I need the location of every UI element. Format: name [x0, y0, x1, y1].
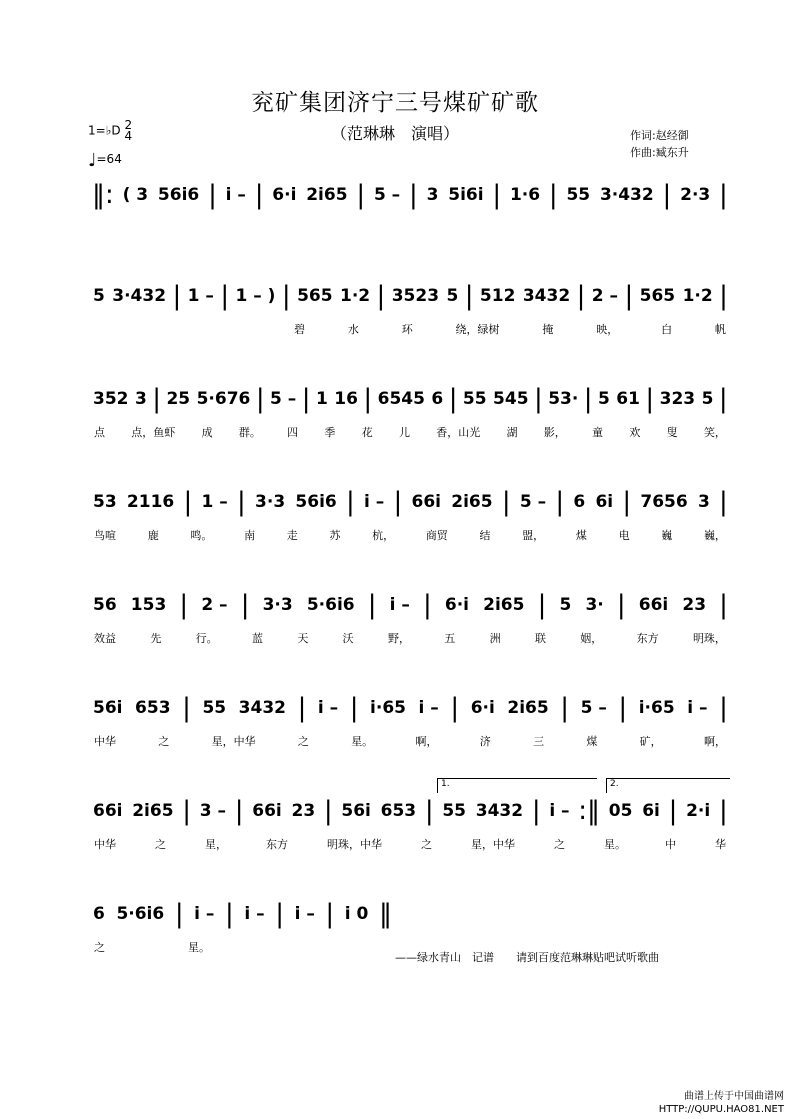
barline: | [450, 693, 460, 723]
note-group: 3523 [391, 286, 440, 306]
lyric-syllable: 南 [244, 529, 256, 542]
lyric-syllable: 明珠，中华 [327, 838, 382, 851]
note-group: 2i65 [507, 698, 549, 718]
lyric-syllable: 星。 [188, 941, 210, 954]
site-watermark [659, 1090, 784, 1116]
lyric-syllable: 济 [479, 735, 491, 748]
lyrics-row [92, 733, 728, 751]
lyric-syllable: 行。 [195, 632, 218, 645]
lyric-syllable: 苏 [329, 529, 341, 542]
note-group: i – [389, 595, 410, 615]
tempo-value: =64 [96, 152, 122, 166]
barline: | [208, 180, 217, 210]
tempo-marking [88, 150, 122, 171]
lyrics-row [92, 527, 728, 545]
barline: | [367, 590, 377, 620]
score-line [92, 487, 728, 551]
note-group: 6545 [377, 389, 425, 409]
barline: :‖ [578, 796, 601, 826]
flat-sign: ♭ [105, 123, 112, 138]
lyric-syllable: 鸣。 [190, 529, 213, 542]
lyric-syllable: 影， [543, 426, 566, 439]
lyric-syllable: 季 [324, 426, 336, 439]
lyric-syllable: 姻， [580, 632, 603, 645]
barline: | [183, 487, 193, 517]
note-group: 56 [93, 595, 117, 615]
key-prefix: 1= [88, 123, 106, 138]
lyric-syllable: 啊， [415, 735, 438, 748]
barline: | [152, 384, 162, 414]
lyrics-row [92, 836, 728, 854]
note-group: i – [244, 904, 265, 924]
lyric-syllable: 笑， [703, 426, 726, 439]
note-group: 6 [93, 904, 105, 924]
note-group: 5 [446, 286, 459, 306]
notation-row [92, 281, 728, 311]
note-group: 5 [93, 286, 105, 306]
barline: | [622, 487, 632, 517]
note-group: 1·2 [339, 286, 371, 306]
note-group: 323 [659, 389, 696, 409]
notation-row [92, 590, 728, 620]
note-group: 653 [135, 698, 171, 718]
lyric-syllable: 之 [297, 735, 309, 748]
note-group: i – [317, 698, 339, 718]
note-group: 6·i [444, 595, 470, 615]
lyric-syllable: 野， [387, 632, 410, 645]
note-group: i·65 [638, 698, 675, 718]
barline: | [297, 693, 307, 723]
note-group: 3432 [522, 286, 571, 306]
second-ending-bracket [606, 778, 730, 793]
barline: | [464, 281, 474, 311]
note-group: 61 [616, 389, 640, 409]
note-group: 7656 [640, 492, 688, 512]
barline: | [576, 281, 586, 311]
lyric-syllable: 沃 [342, 632, 354, 645]
lyrics-row [92, 321, 728, 339]
note-group: 1 – [187, 286, 214, 306]
lyric-syllable: 五 [444, 632, 456, 645]
barline: | [323, 796, 333, 826]
note-group: 5 [559, 595, 572, 615]
barline: | [423, 590, 432, 620]
time-top: 2 [124, 118, 133, 132]
lyric-syllable: 东方 [266, 838, 288, 851]
note-group: i 0 [344, 904, 369, 924]
lyric-syllable: 星。 [351, 735, 374, 748]
lyric-syllable: 星，中华 [471, 838, 515, 851]
barline: | [424, 796, 434, 826]
barline: | [583, 384, 593, 414]
barline: | [492, 180, 502, 210]
lyric-syllable: 湖 [506, 426, 518, 439]
score-line [92, 796, 728, 860]
note-group: 5i6i [448, 185, 484, 205]
lyric-syllable: 煤 [575, 529, 587, 542]
note-group: 2·3 [680, 185, 711, 205]
note-group: 565 [639, 286, 676, 306]
notation-row [92, 487, 728, 517]
barline: | [718, 796, 728, 826]
note-group: 1·2 [682, 286, 713, 306]
lyric-syllable: 商贸 [425, 529, 448, 542]
barline: | [560, 693, 570, 723]
composer-credit: 作曲:臧东升 [630, 146, 689, 159]
lyrics-row [92, 630, 728, 648]
note-group: 1 – [201, 492, 228, 512]
notation-row [92, 384, 728, 414]
note-group: 2i65 [306, 185, 348, 205]
note-group: i – [549, 801, 570, 821]
note-group: 3432 [475, 801, 524, 821]
note-group: 3·432 [112, 286, 167, 306]
barline: | [182, 796, 192, 826]
note-group: i – [364, 492, 385, 512]
lyric-syllable: 效益 [94, 632, 116, 645]
lyric-syllable: 中华 [94, 838, 116, 851]
note-group: i – [418, 698, 439, 718]
first-ending-label: 1. [441, 779, 450, 789]
barline: | [624, 281, 634, 311]
barline: | [537, 590, 547, 620]
lyric-syllable: 香，山光 [436, 426, 481, 439]
watermark-line-1: 曲谱上传于中国曲谱网 [684, 1091, 784, 1102]
barline: | [363, 384, 373, 414]
note-group: 3 [426, 185, 439, 205]
barline: | [349, 693, 359, 723]
note-group: 6 [573, 492, 586, 512]
lyric-syllable: 中华 [94, 735, 116, 748]
note-group: 66i [93, 801, 123, 821]
score-line [92, 384, 728, 448]
note-group: 3·432 [599, 185, 654, 205]
key-letter: D [111, 123, 121, 138]
lyric-syllable: 洲 [489, 632, 501, 645]
lyricist-credit: 作词:赵经御 [630, 129, 689, 142]
note-group: 5 – [519, 492, 547, 512]
note-group: 55 [566, 185, 591, 205]
lyric-syllable: 四 [287, 426, 299, 439]
barline: | [234, 796, 244, 826]
barline: | [719, 693, 728, 723]
note-group: 6 [431, 389, 444, 409]
note-group: 25 [166, 389, 191, 409]
barline: | [179, 590, 189, 620]
barline: | [719, 180, 728, 210]
lyric-syllable: 星。 [604, 838, 626, 851]
note-group: i – [194, 904, 215, 924]
note-group: 5 – [580, 698, 607, 718]
lyric-syllable: 杭， [372, 529, 395, 542]
lyric-syllable: 之 [158, 735, 170, 748]
lyric-syllable: 三 [533, 735, 545, 748]
note-group: 53 [93, 492, 117, 512]
page-title: 兖矿集团济宁三号煤矿矿歌 [251, 90, 539, 116]
lyric-syllable: 盟， [522, 529, 545, 542]
lyric-syllable: 联 [534, 632, 546, 645]
note-group: 55 [462, 389, 487, 409]
note-group: 5 [598, 389, 610, 409]
lyric-syllable: 儿 [398, 426, 410, 439]
note-group: 16 [334, 389, 358, 409]
barline: | [172, 281, 182, 311]
barline: | [174, 899, 184, 929]
note-group: 2 – [201, 595, 228, 615]
note-group: 653 [380, 801, 417, 821]
barline: | [356, 180, 366, 210]
note-group: 512 [479, 286, 516, 306]
note-group: 56i6 [295, 492, 337, 512]
barline: | [719, 487, 728, 517]
notation-row [92, 796, 728, 826]
lyric-syllable: 巍 [661, 529, 673, 542]
barline: | [393, 487, 403, 517]
lyric-syllable: 之 [155, 838, 166, 851]
credits [630, 127, 689, 161]
barline: | [719, 281, 728, 311]
note-group: 1 [315, 389, 328, 409]
lyric-syllable: 点，鱼虾 [131, 426, 176, 439]
lyric-syllable: 蓝 [251, 632, 263, 645]
lyric-syllable: 童 [592, 426, 604, 439]
lyric-syllable: 叟 [666, 426, 678, 439]
barline: | [533, 384, 543, 414]
barline: | [618, 693, 628, 723]
watermark-line-2: HTTP://QUPU.HAO81.NET [658, 1104, 784, 1115]
lyric-syllable: 啊， [703, 735, 726, 748]
note-group: 3432 [238, 698, 286, 718]
lyric-syllable: 绕，绿树 [455, 323, 500, 336]
note-group: i – [294, 904, 315, 924]
barline: | [345, 487, 355, 517]
barline: | [237, 487, 246, 517]
lyric-syllable: 之 [421, 838, 432, 851]
note-group: i – [225, 185, 246, 205]
lyric-syllable: 先 [150, 632, 162, 645]
lyric-syllable: 电 [618, 529, 630, 542]
note-group: 55 [442, 801, 467, 821]
note-group: 66i [638, 595, 669, 615]
note-group: 5·676 [196, 389, 251, 409]
note-group: 3 [697, 492, 710, 512]
barline: | [448, 384, 458, 414]
lyric-syllable: 之 [554, 838, 565, 851]
lyric-syllable: 帆 [714, 323, 726, 336]
lyrics-row [92, 220, 728, 238]
note-group: 153 [130, 595, 167, 615]
note-group: 565 [297, 286, 333, 306]
lyric-syllable: 花 [361, 426, 373, 439]
lyric-syllable: 鹿 [147, 529, 159, 542]
note-group: 55 [202, 698, 227, 718]
barline: | [645, 384, 655, 414]
second-ending-label: 2. [610, 779, 619, 789]
lyric-syllable: 明珠， [692, 632, 726, 645]
note-group: 2·i [686, 801, 711, 821]
time-signature [124, 120, 132, 142]
lyric-syllable: 走 [286, 529, 298, 542]
notation-row [92, 180, 728, 210]
barline: | [531, 796, 541, 826]
lyric-syllable: 煤 [586, 735, 598, 748]
first-ending-bracket [437, 778, 597, 793]
key-signature [88, 120, 132, 142]
page-subtitle: （范琳琳 演唱） [330, 124, 459, 143]
barline: | [719, 590, 728, 620]
lyric-syllable: 矿， [639, 735, 662, 748]
notation-row [92, 899, 392, 929]
note-group: 6·i [272, 185, 297, 205]
note-group: 05 [608, 801, 633, 821]
note-group: 6·i [470, 698, 495, 718]
transcriber-note: ——绿水青山 记谱 请到百度范琳琳贴吧试听歌曲 [395, 951, 659, 964]
note-group: 5 – [373, 185, 401, 205]
lyric-syllable: 映， [596, 323, 619, 336]
barline: | [281, 281, 291, 311]
lyric-syllable: 掩 [542, 323, 554, 336]
note-group: 5·6i6 [306, 595, 355, 615]
note-group: i·65 [370, 698, 406, 718]
lyric-syllable: 水 [347, 323, 359, 336]
time-bottom: 4 [124, 129, 133, 143]
note-group: 3·3 [262, 595, 293, 615]
barline: | [501, 487, 511, 517]
lyric-syllable: 群。 [238, 426, 261, 439]
note-group: 6i [642, 801, 660, 821]
barline: | [376, 281, 386, 311]
note-group: 56i6 [157, 185, 200, 205]
note-group: 5 [701, 389, 714, 409]
barline: ‖ [378, 899, 392, 929]
barline: | [555, 487, 565, 517]
barline: | [668, 796, 678, 826]
score-line [92, 899, 392, 963]
score-line [92, 281, 728, 345]
score-line [92, 693, 728, 757]
barline: | [275, 899, 284, 929]
lyric-syllable: 中 [665, 838, 676, 851]
note-group: 66i [411, 492, 441, 512]
note-group: 2i65 [483, 595, 525, 615]
note-group: 53· [548, 389, 579, 409]
barline: | [301, 384, 311, 414]
lyric-syllable: 东方 [636, 632, 659, 645]
note-group: 3·3 [255, 492, 286, 512]
note-group: 352 [93, 389, 129, 409]
barline: | [616, 590, 626, 620]
note-group: 66i [252, 801, 282, 821]
lyric-syllable: 欢 [629, 426, 641, 439]
note-group: 5·6i6 [116, 904, 165, 924]
barline: | [240, 590, 250, 620]
lyric-syllable: 成 [201, 426, 213, 439]
lyric-syllable: 结 [479, 529, 491, 542]
barline: | [548, 180, 558, 210]
lyric-syllable: 星，中华 [211, 735, 256, 748]
note-group: 56i [93, 698, 123, 718]
barline: | [662, 180, 672, 210]
lyrics-row [92, 939, 212, 957]
notation-row [92, 693, 728, 723]
note-group: 23 [291, 801, 316, 821]
lyric-syllable: 巍， [703, 529, 726, 542]
note-group: 56i [341, 801, 371, 821]
barline: ‖: [92, 180, 114, 210]
barline: | [255, 384, 265, 414]
note-group: 6i [595, 492, 614, 512]
lyric-syllable: 环 [401, 323, 413, 336]
lyric-syllable: 华 [715, 838, 726, 851]
note-group: ( 3 [122, 185, 149, 205]
lyric-syllable: 白 [661, 323, 673, 336]
lyric-syllable: 天 [297, 632, 309, 645]
note-group: 3 – [199, 801, 227, 821]
note-group: 1·6 [509, 185, 541, 205]
note-group: 2116 [126, 492, 175, 512]
barline: | [225, 899, 234, 929]
note-group: 5 – [270, 389, 297, 409]
lyric-syllable: 鸟喧 [94, 529, 116, 542]
score-line [92, 180, 728, 244]
lyric-syllable: 点 [94, 426, 105, 439]
quarter-note-icon: ♩ [88, 150, 97, 171]
barline: | [220, 281, 230, 311]
note-group: 2i65 [132, 801, 174, 821]
barline: | [718, 384, 728, 414]
barline: | [325, 899, 335, 929]
note-group: 3 [134, 389, 147, 409]
note-group: 1 – ) [235, 286, 276, 306]
note-group: 23 [682, 595, 707, 615]
note-group: i – [687, 698, 708, 718]
barline: | [409, 180, 418, 210]
note-group: 545 [493, 389, 529, 409]
note-group: 2i65 [451, 492, 493, 512]
barline: | [182, 693, 191, 723]
lyric-syllable: 星， [205, 838, 227, 851]
note-group: 2 – [591, 286, 619, 306]
lyrics-row [92, 424, 728, 442]
score-line [92, 590, 728, 654]
barline: | [254, 180, 264, 210]
lyric-syllable: 碧 [294, 323, 305, 336]
note-group: 3· [585, 595, 604, 615]
lyric-syllable: 之 [94, 941, 105, 954]
